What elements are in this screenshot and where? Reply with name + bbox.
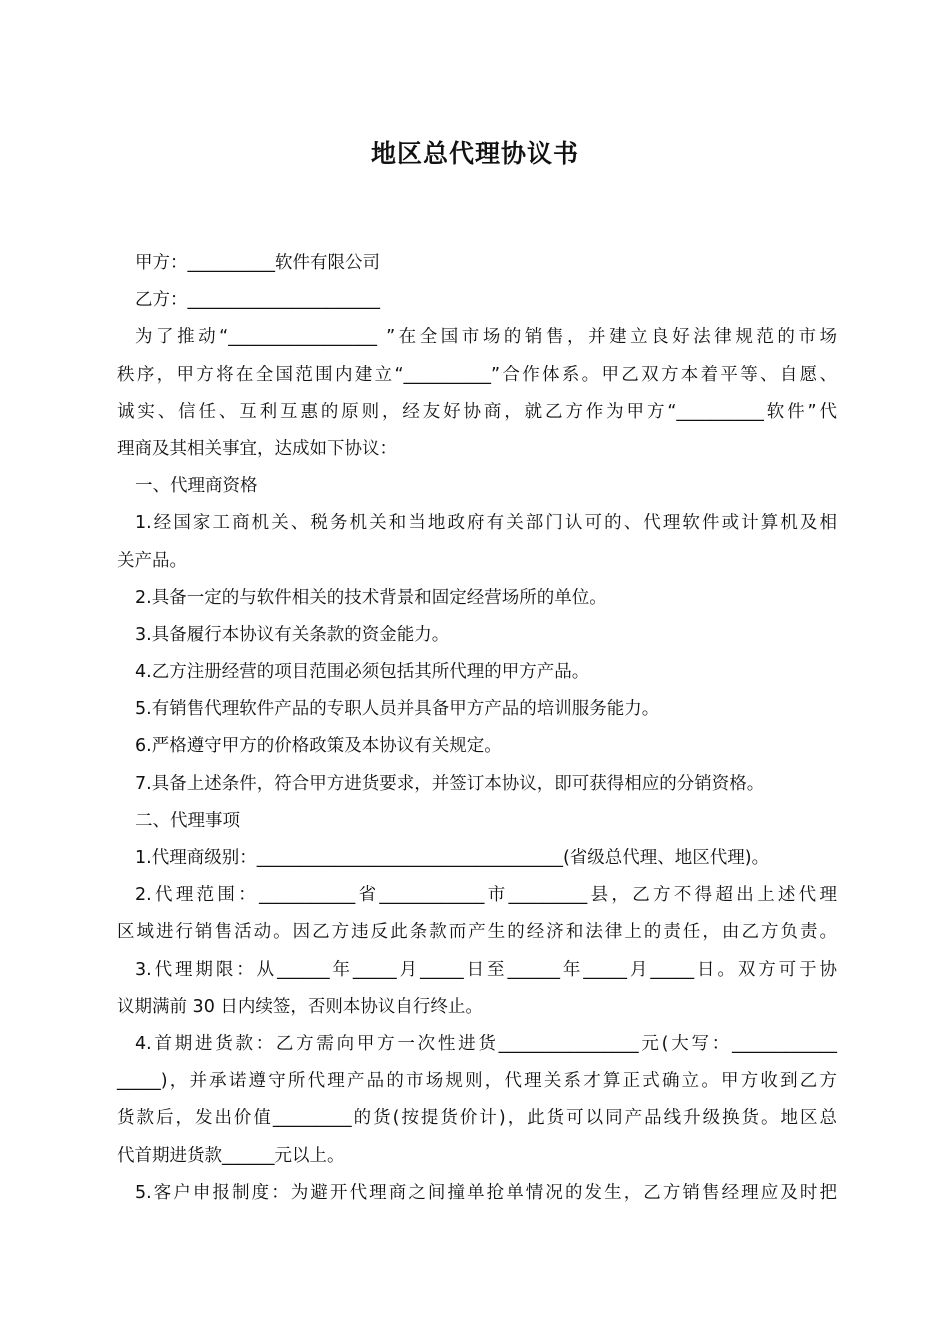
document-line: 5.客户申报制度：为避开代理商之间撞单抢单情况的发生，乙方销售经理应及时把 bbox=[135, 1182, 837, 1203]
document-line: _____)，并承诺遵守所代理产品的市场规则，代理关系才算正式确立。甲方收到乙方 bbox=[117, 1071, 837, 1092]
document-line: 为了推动“_________________ ”在全国市场的销售，并建立良好法律规范的市场 bbox=[135, 327, 837, 348]
document-line: 4.首期进货款：乙方需向甲方一次性进货________________元(大写：____________ bbox=[135, 1033, 837, 1054]
document-line: 1.经国家工商机关、税务机关和当地政府有关部门认可的、代理软件或计算机及相 bbox=[135, 513, 837, 534]
document-line: 1.代理商级别：___________________________________(省级总代理、地区代理)。 bbox=[135, 848, 770, 868]
document-line: 2.代理范围：___________省____________市_________县，乙方不得超出上述代理 bbox=[135, 885, 837, 906]
document-line: 3.具备履行本协议有关条款的资金能力。 bbox=[135, 624, 450, 645]
document-line: 3.代理期限：从______年_____月_____日至______年_____月_____日。双方可于协 bbox=[135, 959, 837, 980]
document-line: 7.具备上述条件，符合甲方进货要求，并签订本协议，即可获得相应的分销资格。 bbox=[135, 773, 765, 794]
document-line: 关产品。 bbox=[117, 550, 187, 571]
document-line: 二、代理事项 bbox=[135, 810, 240, 831]
document-line: 4.乙方注册经营的项目范围必须包括其所代理的甲方产品。 bbox=[135, 662, 590, 683]
document-line: 甲方：__________软件有限公司 bbox=[135, 253, 380, 273]
document-line: 区域进行销售活动。因乙方违反此条款而产生的经济和法律上的责任，由乙方负责。 bbox=[117, 922, 837, 943]
document-line: 秩序，甲方将在全国范围内建立“__________”合作体系。甲乙双方本着平等、自愿、 bbox=[117, 364, 837, 385]
document-title: 地区总代理协议书 bbox=[370, 139, 579, 168]
document-line: 货款后，发出价值_________的货(按提货价计)，此货可以同产品线升级换货。地区总 bbox=[117, 1108, 837, 1129]
document-line: 诚实、信任、互利互惠的原则，经友好协商，就乙方作为甲方“__________软件”代 bbox=[117, 401, 837, 422]
document-line: 5.有销售代理软件产品的专职人员并具备甲方产品的培训服务能力。 bbox=[135, 699, 660, 720]
document-line: 一、代理商资格 bbox=[135, 476, 258, 497]
document-line: 2.具备一定的与软件相关的技术背景和固定经营场所的单位。 bbox=[135, 587, 607, 608]
document-line: 代首期进货款______元以上。 bbox=[117, 1145, 345, 1166]
document-body bbox=[117, 245, 837, 1212]
document-line: 6.严格遵守甲方的价格政策及本协议有关规定。 bbox=[135, 736, 502, 757]
document-line: 议期满前 30 日内续签，否则本协议自行终止。 bbox=[117, 996, 483, 1017]
document-line: 理商及其相关事宜，达成如下协议： bbox=[117, 438, 397, 459]
document-line: 乙方：______________________ bbox=[135, 290, 380, 311]
